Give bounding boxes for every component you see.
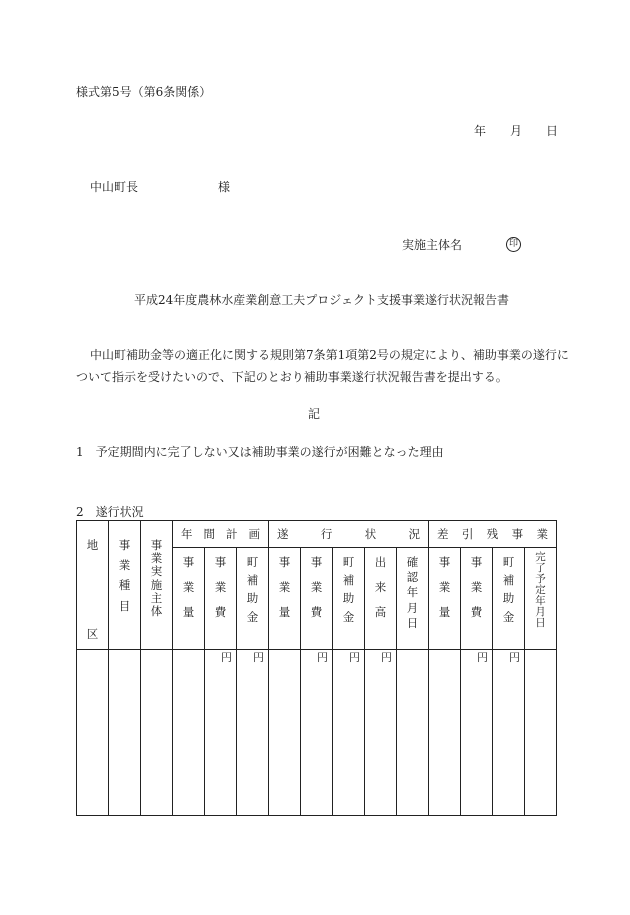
addressee-honorific: 様: [218, 180, 231, 194]
body-line-2: ついて指示を受けたいので、下記のとおり補助事業遂行状況報告書を提出する。: [76, 370, 508, 384]
cell-annual-subsidy[interactable]: 円: [237, 650, 269, 816]
sub-progress-output: 出 来 高: [365, 548, 397, 650]
ki-heading: 記: [308, 407, 321, 421]
sub-remaining-subsidy: 町 補 助 金: [493, 548, 525, 650]
item-2-heading: 2 遂行状況: [76, 505, 144, 519]
header-jigyo-jisshi-shutai: 事 業 実 施 主 体: [141, 521, 173, 650]
item-1-heading: 1 予定期間内に完了しない又は補助事業の遂行が困難となった理由: [76, 445, 444, 459]
header-jigyo-shumoku: 事 業 種 目: [109, 521, 141, 650]
header-progress-status: 遂 行 状 況: [269, 521, 429, 548]
cell-jisshi-shutai[interactable]: [141, 650, 173, 816]
sub-annual-volume: 事 業 量: [173, 548, 205, 650]
cell-progress-volume[interactable]: [269, 650, 301, 816]
sub-remaining-cost: 事 業 費: [461, 548, 493, 650]
seal-icon: 印: [506, 237, 521, 252]
cell-progress-subsidy[interactable]: 円: [333, 650, 365, 816]
header-annual-plan: 年 間 計 画: [173, 521, 269, 548]
cell-remaining-volume[interactable]: [429, 650, 461, 816]
date-month: 月: [510, 124, 523, 138]
sub-progress-confirm-date: 確 認 年 月 日: [397, 548, 429, 650]
sub-progress-volume: 事 業 量: [269, 548, 301, 650]
table-row: [77, 650, 557, 816]
header-chiku: 地 区: [77, 521, 109, 650]
seal-mark: [506, 235, 521, 252]
sub-annual-cost: 事 業 費: [205, 548, 237, 650]
date-day: 日: [546, 124, 559, 138]
sub-remaining-volume: 事 業 量: [429, 548, 461, 650]
cell-jigyo-shumoku[interactable]: [109, 650, 141, 816]
cell-chiku[interactable]: [77, 650, 109, 816]
sub-completion-date: 完 了 予 定 年 月 日: [525, 548, 557, 650]
sub-annual-subsidy: 町 補 助 金: [237, 548, 269, 650]
header-remaining-work: 差 引 残 事 業: [429, 521, 557, 548]
cell-annual-cost[interactable]: 円: [205, 650, 237, 816]
document-title: 平成24年度農林水産業創意工夫プロジェクト支援事業遂行状況報告書: [134, 293, 510, 307]
sub-progress-subsidy: 町 補 助 金: [333, 548, 365, 650]
date-year: 年: [474, 124, 487, 138]
implementer-label: 実施主体名: [402, 238, 463, 252]
cell-remaining-subsidy[interactable]: 円: [493, 650, 525, 816]
cell-confirm-date[interactable]: [397, 650, 429, 816]
cell-completion-date[interactable]: [525, 650, 557, 816]
cell-remaining-cost[interactable]: 円: [461, 650, 493, 816]
form-number: 様式第5号（第6条関係）: [76, 85, 212, 99]
cell-annual-volume[interactable]: [173, 650, 205, 816]
progress-table: [76, 520, 557, 816]
cell-progress-cost[interactable]: 円: [301, 650, 333, 816]
body-line-1: 中山町補助金等の適正化に関する規則第7条第1項第2号の規定により、補助事業の遂行に: [90, 348, 569, 362]
cell-progress-output[interactable]: 円: [365, 650, 397, 816]
sub-progress-cost: 事 業 費: [301, 548, 333, 650]
addressee-name: 中山町長: [90, 180, 139, 194]
